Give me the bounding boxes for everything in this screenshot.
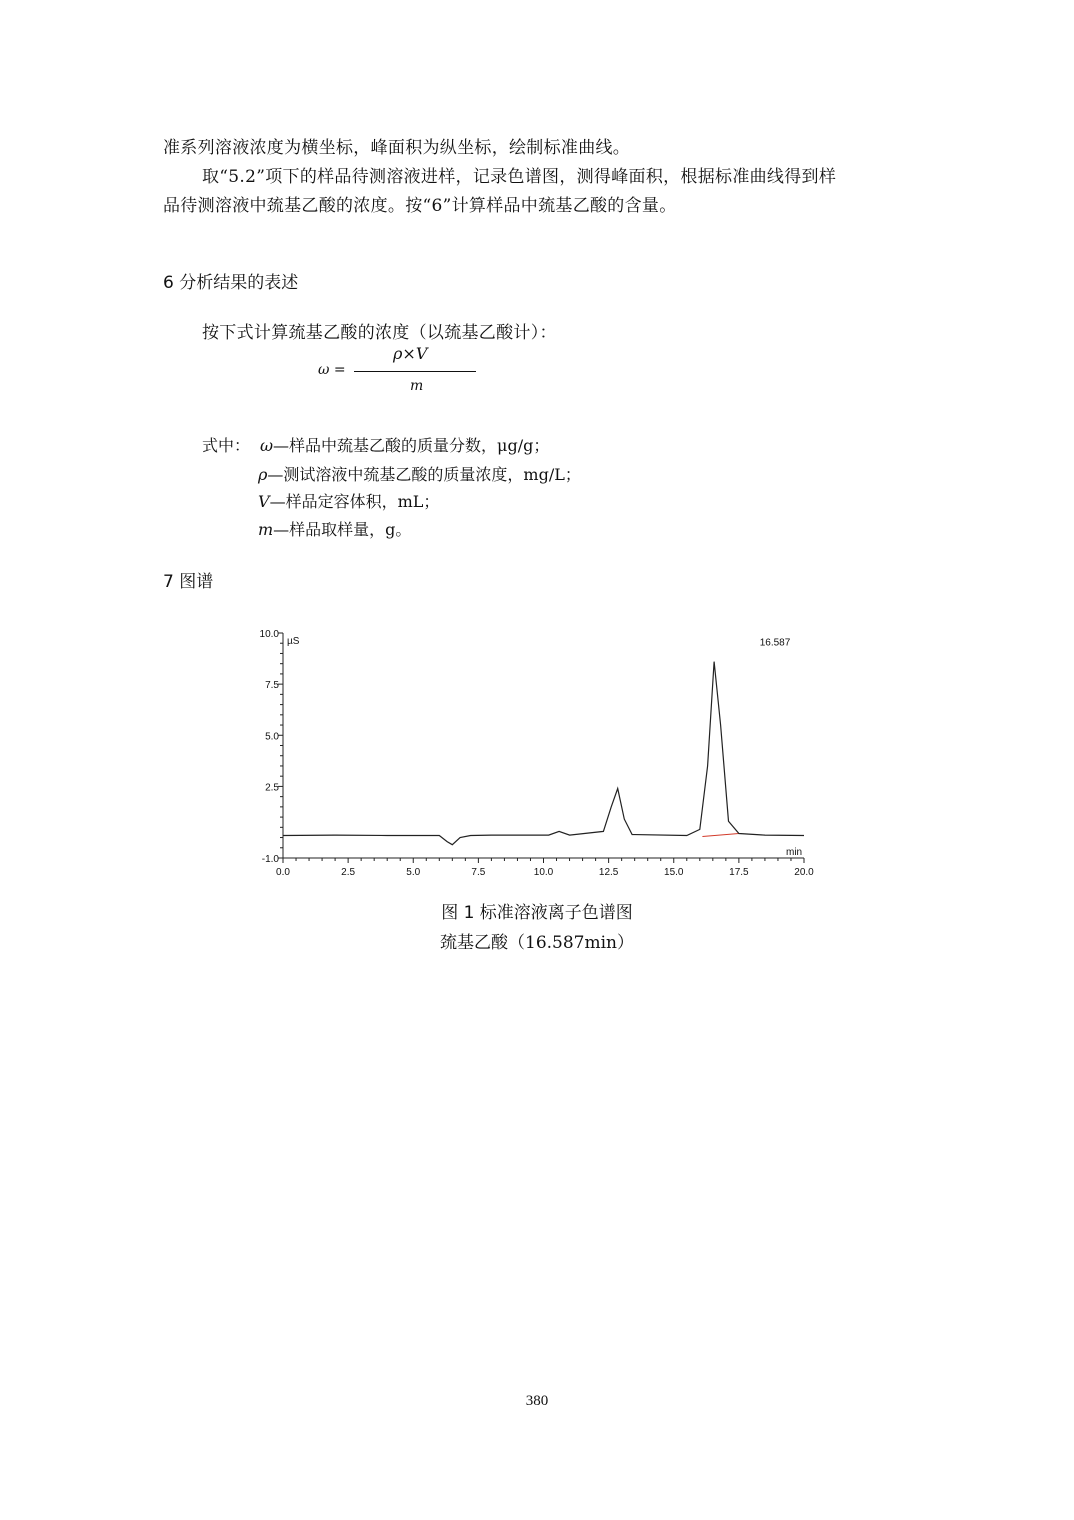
paragraph-line-3: 品待测溶液中巯基乙酸的浓度。按“6”计算样品中巯基乙酸的含量。 xyxy=(163,196,677,216)
formula-denominator: m xyxy=(410,378,424,394)
chromatogram-trace xyxy=(283,662,804,845)
formula xyxy=(318,340,488,400)
x-tick-label: 20.0 xyxy=(794,867,814,878)
variable-m: m—样品取样量，g。 xyxy=(258,520,412,539)
y-tick-label: 10.0 xyxy=(259,629,279,640)
formula-intro: 按下式计算巯基乙酸的浓度（以巯基乙酸计）： xyxy=(202,323,557,343)
x-tick-label: 10.0 xyxy=(533,867,554,878)
x-tick-label: 5.0 xyxy=(406,867,421,878)
x-axis-unit: min xyxy=(786,847,803,858)
x-tick-label: 0.0 xyxy=(276,867,290,878)
variable-v: V—样品定容体积，mL； xyxy=(258,492,440,511)
page-number: 380 xyxy=(525,1393,549,1409)
figure-title: 图 1 标准溶液离子色谱图 xyxy=(441,903,633,923)
fraction-bar xyxy=(354,371,476,372)
variable-omega: ω—样品中巯基乙酸的质量分数，μg/g； xyxy=(260,436,550,455)
section-6-heading: 6 分析结果的表述 xyxy=(163,273,299,293)
x-tick-label: 7.5 xyxy=(471,867,486,878)
y-tick-label: -1.0 xyxy=(261,854,279,865)
baseline-line xyxy=(702,833,738,836)
paragraph-line-2: 取“5.2”项下的样品待测溶液进样，记录色谱图，测得峰面积，根据标准曲线得到样 xyxy=(202,167,837,187)
x-tick-label: 2.5 xyxy=(341,867,356,878)
y-tick-label: 7.5 xyxy=(265,680,279,692)
x-tick-label: 17.5 xyxy=(729,867,749,878)
peak-label: 16.587 xyxy=(759,637,791,649)
x-tick-label: 15.0 xyxy=(664,867,684,878)
formula-numerator: ρ×V xyxy=(393,344,428,363)
variable-rho: ρ—测试溶液中巯基乙酸的质量浓度，mg/L； xyxy=(258,465,581,484)
figure-subtitle: 巯基乙酸（16.587min） xyxy=(440,933,634,953)
paragraph-line-1: 准系列溶液浓度为横坐标，峰面积为纵坐标，绘制标准曲线。 xyxy=(163,138,631,158)
chromatogram-chart xyxy=(250,622,830,884)
y-tick-label: 2.5 xyxy=(265,782,279,794)
y-axis-unit: µS xyxy=(287,636,300,647)
where-label: 式中： xyxy=(202,436,251,455)
x-tick-label: 12.5 xyxy=(598,867,619,878)
y-tick-label: 5.0 xyxy=(265,731,279,743)
section-7-heading: 7 图谱 xyxy=(163,572,214,592)
formula-lhs: ω = xyxy=(318,362,346,378)
